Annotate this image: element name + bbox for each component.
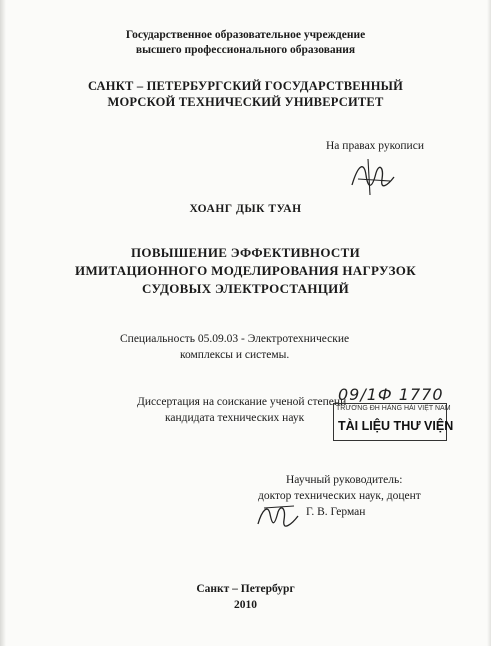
specialty-line-1: Специальность 05.09.03 - Электротехнические	[120, 333, 350, 345]
dissertation-line-1: Диссертация на соискание ученой степени	[137, 396, 347, 408]
author-signature	[346, 155, 398, 197]
supervisor-label: Научный руководитель:	[286, 474, 403, 486]
dissertation-line-2: кандидата технических наук	[165, 412, 305, 424]
library-stamp	[333, 403, 454, 441]
supervisor-name: Г. В. Герман	[306, 506, 366, 518]
thesis-title-line-1: ПОВЫШЕНИЕ ЭФФЕКТИВНОСТИ	[131, 245, 360, 260]
specialty-line-2: комплексы и системы.	[180, 349, 290, 361]
university-line-1: САНКТ – ПЕТЕРБУРГСКИЙ ГОСУДАРСТВЕННЫЙ	[87, 79, 404, 93]
university-line-2: МОРСКОЙ ТЕХНИЧЕСКИЙ УНИВЕРСИТЕТ	[107, 95, 384, 109]
institution-line-1: Государственное образовательное учреждение	[125, 29, 366, 41]
year: 2010	[234, 599, 257, 611]
institution-line-2: высшего профессионального образования	[135, 44, 356, 56]
manuscript-rights: На правах рукописи	[326, 140, 424, 152]
thesis-title-line-3: СУДОВЫХ ЭЛЕКТРОСТАНЦИЙ	[141, 281, 349, 296]
author-name: ХОАНГ ДЫК ТУАН	[189, 203, 302, 215]
supervisor-degree: доктор технических наук, доцент	[258, 490, 421, 502]
supervisor-signature	[254, 498, 302, 532]
city: Санкт – Петербург	[196, 583, 295, 595]
stamp-handwritten-number: 09/1Ф 1770	[338, 385, 444, 404]
stamp-institution-text: TRƯỜNG ĐH HÀNG HẢI VIỆT NAM	[336, 405, 451, 412]
thesis-title-line-2: ИМИТАЦИОННОГО МОДЕЛИРОВАНИЯ НАГРУЗОК	[75, 263, 416, 278]
stamp-library-text: TÀI LIỆU THƯ VIỆN	[338, 419, 454, 433]
